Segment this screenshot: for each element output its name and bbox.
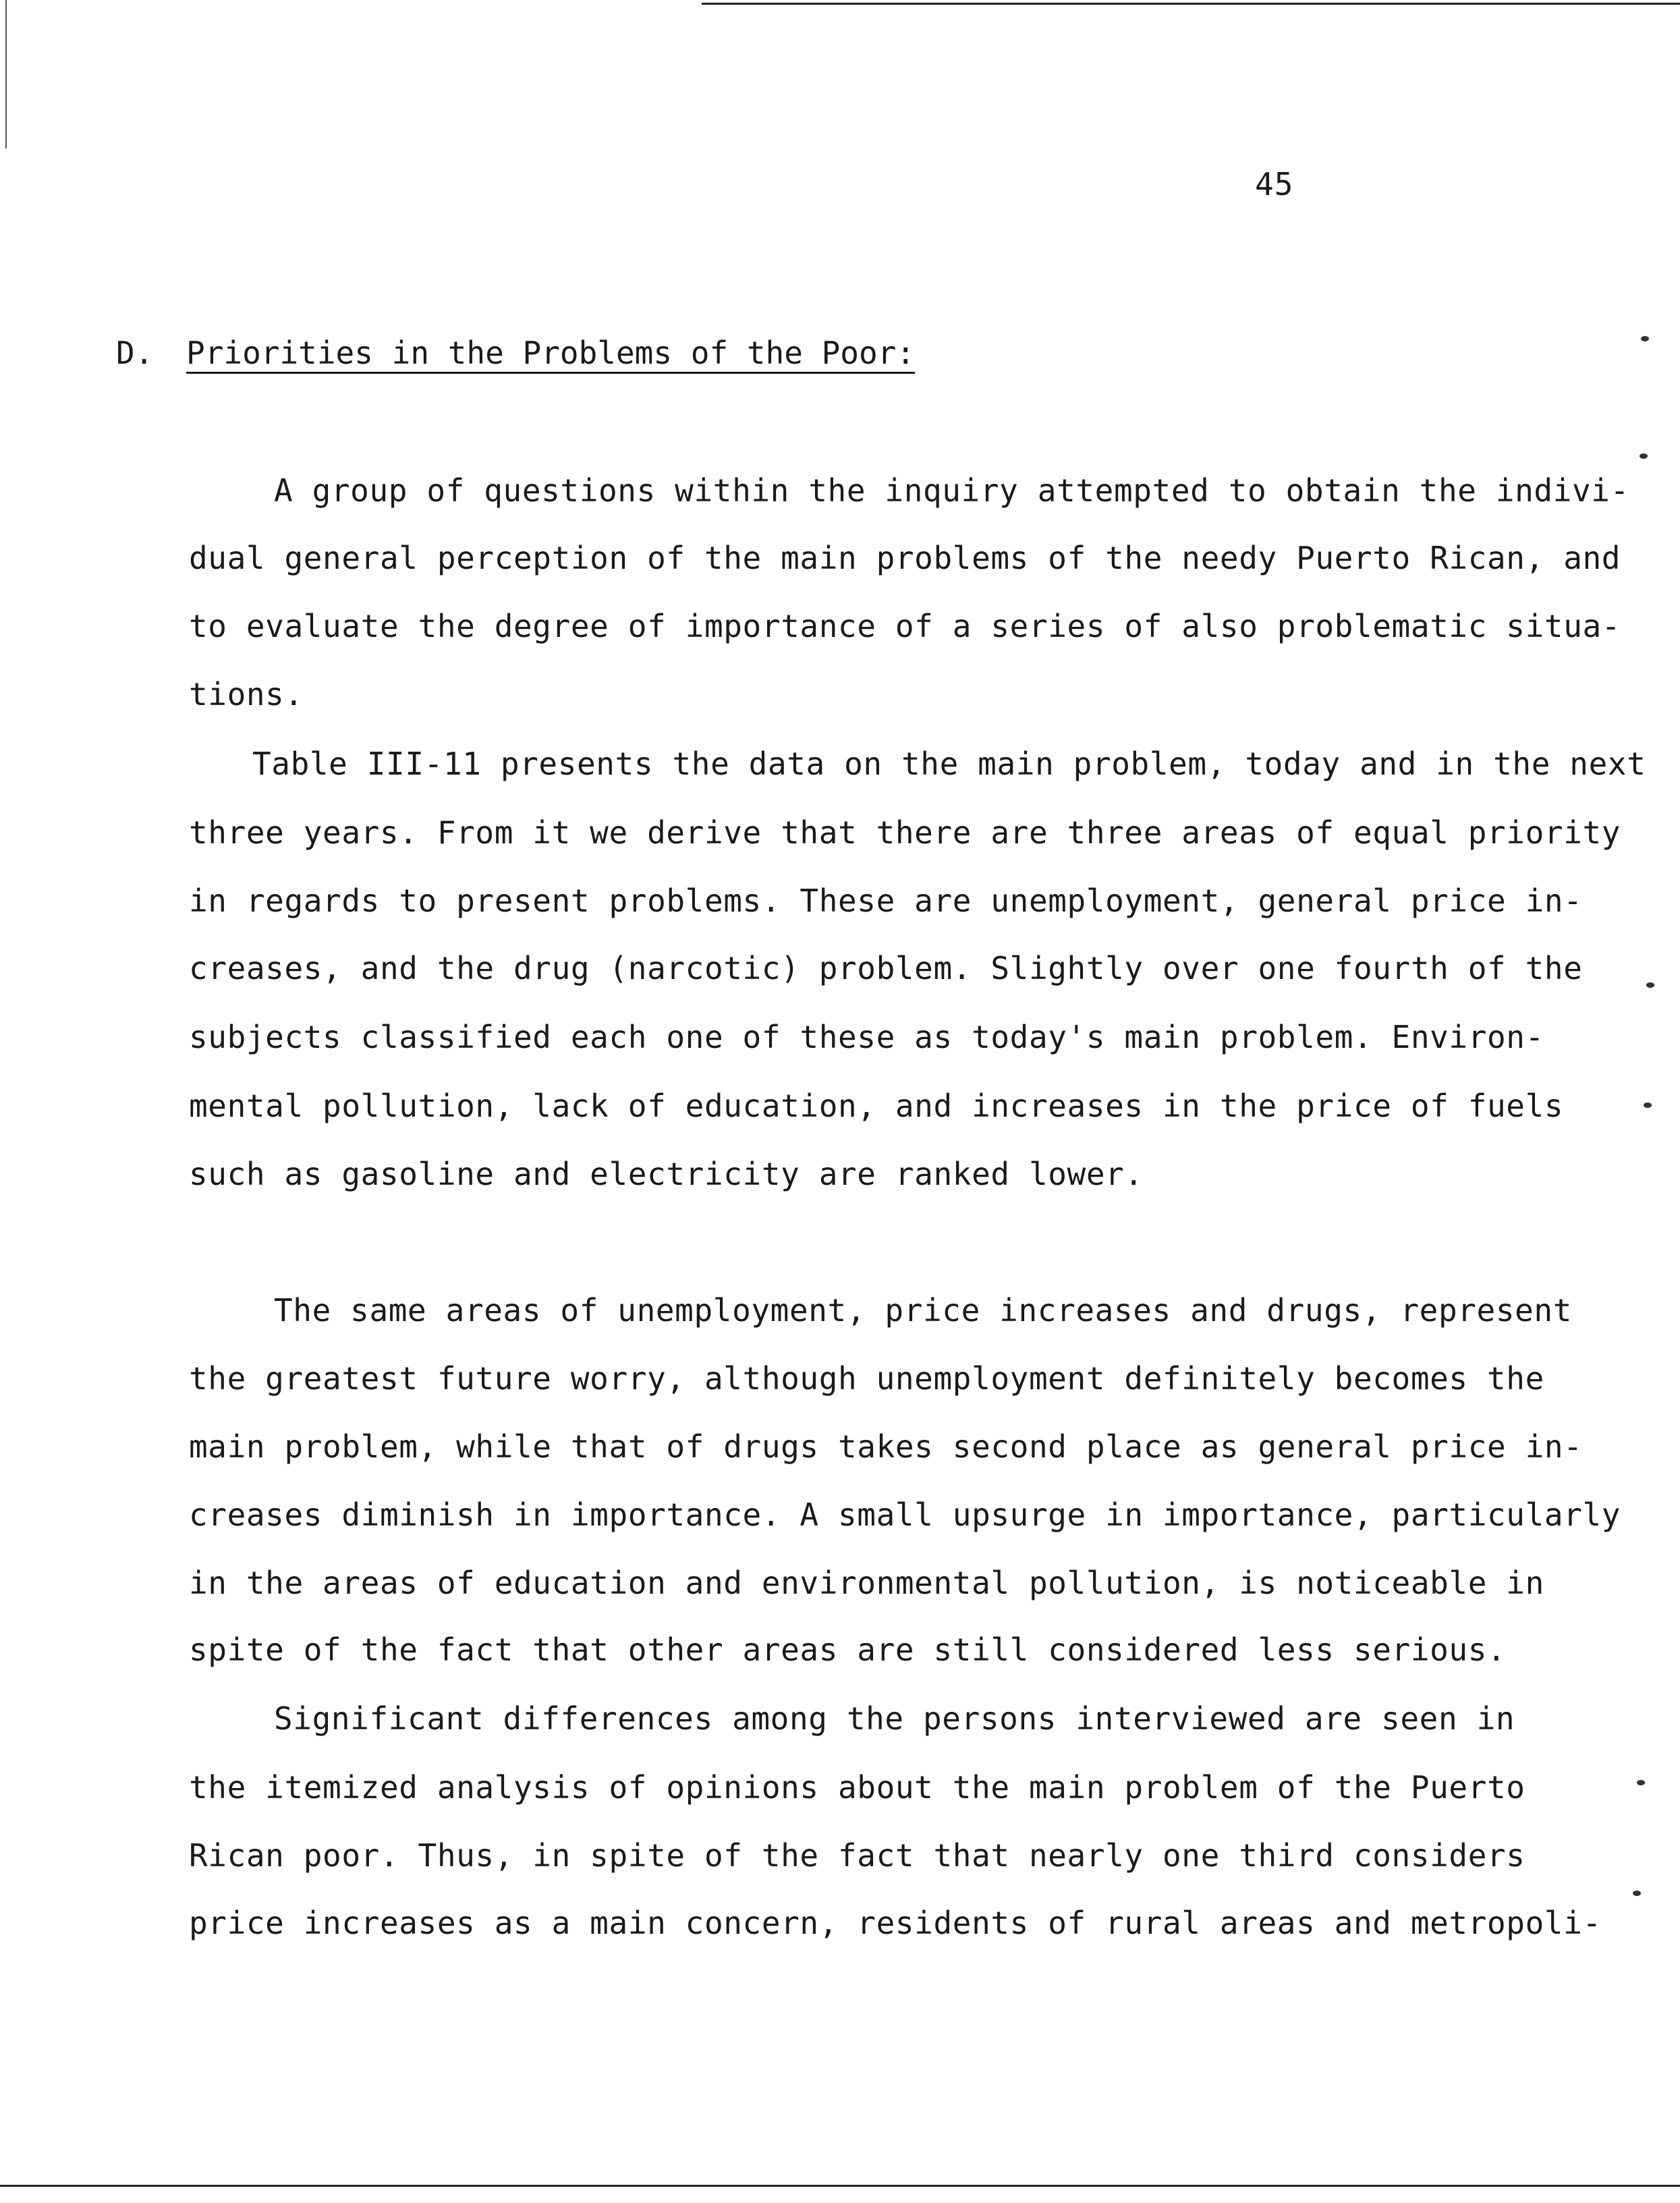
text-line: spite of the fact that other areas are still considered less serious. [189,1632,1507,1668]
left-margin-rule [5,0,7,148]
text-line: Table III-11 presents the data on the main problem, today and in the next [252,746,1646,782]
text-line: three years. From it we derive that there are three areas of equal priority [189,814,1621,851]
scan-speck [1644,1103,1652,1108]
scan-speck [1637,1780,1645,1785]
page-number: 45 [1255,166,1294,202]
section-letter: D. [116,335,154,371]
text-line: the itemized analysis of opinions about the main problem of the Puerto [189,1769,1525,1806]
text-line: main problem, while that of drugs takes second place as general price in- [189,1428,1583,1465]
text-line: the greatest future worry, although unemployment definitely becomes the [189,1360,1544,1397]
text-line: creases diminish in importance. A small upsurge in importance, particularly [189,1497,1621,1533]
scan-speck [1633,1891,1641,1896]
section-title: Priorities in the Problems of the Poor: [186,335,916,371]
text-line: Significant differences among the persons interviewed are seen in [274,1700,1515,1737]
text-line: to evaluate the degree of importance of a series of also problematic situa- [189,608,1621,644]
text-line: tions. [189,676,304,713]
text-line: dual general perception of the main problems of the needy Puerto Rican, and [189,540,1621,576]
text-line: A group of questions within the inquiry attempted to obtain the indivi- [274,472,1629,509]
text-line: mental pollution, lack of education, and increases in the price of fuels [189,1088,1564,1124]
top-rule [702,3,1680,5]
text-line: The same areas of unemployment, price increases and drugs, represent [274,1292,1573,1329]
bottom-rule [0,2185,1680,2187]
section-heading [116,335,915,371]
scan-speck [1646,982,1654,988]
scan-speck [1641,336,1649,341]
text-line: in the areas of education and environmental pollution, is noticeable in [189,1565,1544,1601]
text-line: creases, and the drug (narcotic) problem. Slightly over one fourth of the [189,950,1583,986]
text-line: subjects classified each one of these as today's main problem. Environ- [189,1019,1544,1055]
text-line: Rican poor. Thus, in spite of the fact that nearly one third considers [189,1837,1525,1874]
text-line: such as gasoline and electricity are ranked lower. [189,1156,1144,1192]
text-line: price increases as a main concern, residents of rural areas and metropoli- [189,1905,1602,1941]
text-line: in regards to present problems. These are unemployment, general price in- [189,883,1583,919]
scan-speck [1640,453,1648,459]
